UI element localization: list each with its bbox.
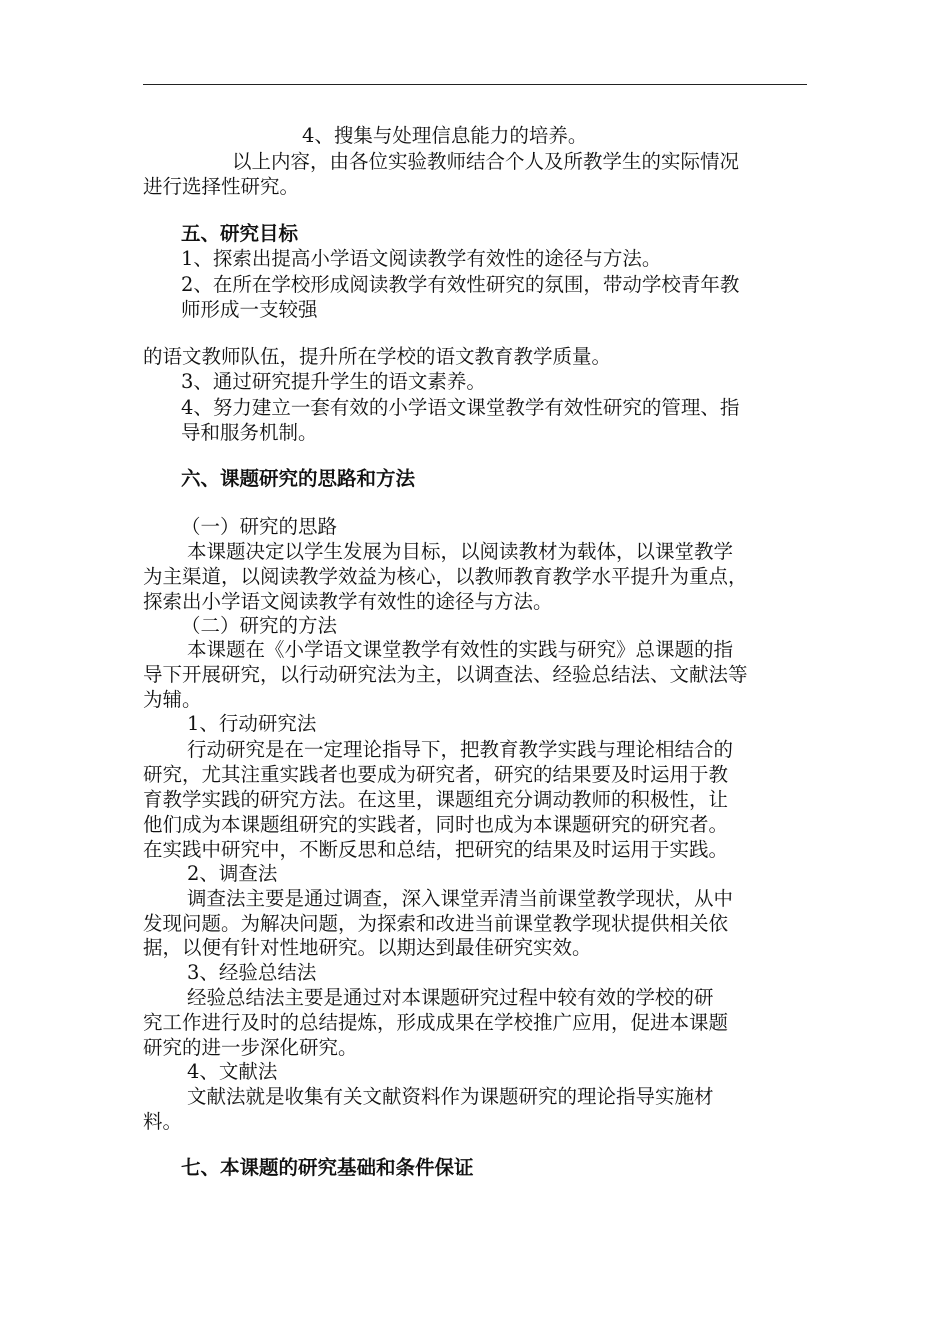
text-line: 本课题在《小学语文课堂教学有效性的实践与研究》总课题的指 xyxy=(187,638,734,661)
text-line: （一）研究的思路 xyxy=(181,515,338,538)
text-line: 调查法主要是通过调查，深入课堂弄清当前课堂教学现状，从中 xyxy=(187,887,734,910)
text-line: 1、探索出提高小学语文阅读教学有效性的途径与方法。 xyxy=(181,247,662,270)
section-heading: 六、课题研究的思路和方法 xyxy=(181,467,416,490)
text-line: 2、调查法 xyxy=(187,862,278,885)
section-heading: 五、研究目标 xyxy=(181,222,299,245)
text-line: 3、经验总结法 xyxy=(187,961,317,984)
text-line: 本课题决定以学生发展为目标，以阅读教材为载体，以课堂教学 xyxy=(187,540,734,563)
text-line: 行动研究是在一定理论指导下，把教育教学实践与理论相结合的 xyxy=(187,738,734,761)
text-line: 发现问题。为解决问题，为探索和改进当前课堂教学现状提供相关依 xyxy=(143,912,729,935)
text-line: 文献法就是收集有关文献资料作为课题研究的理论指导实施材 xyxy=(187,1085,714,1108)
text-line: 以上内容，由各位实验教师结合个人及所教学生的实际情况 xyxy=(232,150,740,173)
text-line: 师形成一支较强 xyxy=(181,298,318,321)
text-line: 据，以便有针对性地研究。以期达到最佳研究实效。 xyxy=(143,936,592,959)
text-line: 育教学实践的研究方法。在这里，课题组充分调动教师的积极性，让 xyxy=(143,788,729,811)
header-rule xyxy=(143,84,807,85)
text-line: 为主渠道，以阅读教学效益为核心，以教师教育教学水平提升为重点， xyxy=(143,565,748,588)
text-line: 4、努力建立一套有效的小学语文课堂教学有效性研究的管理、指 xyxy=(181,396,740,419)
text-line: 4、文献法 xyxy=(187,1060,278,1083)
text-line: 1、行动研究法 xyxy=(187,712,317,735)
section-heading: 七、本课题的研究基础和条件保证 xyxy=(181,1156,474,1179)
text-line: 导和服务机制。 xyxy=(181,421,318,444)
text-line: 探索出小学语文阅读教学有效性的途径与方法。 xyxy=(143,590,553,613)
text-line: 2、在所在学校形成阅读教学有效性研究的氛围，带动学校青年教 xyxy=(181,273,740,296)
text-line: 为辅。 xyxy=(143,688,202,711)
text-line: 研究的进一步深化研究。 xyxy=(143,1036,358,1059)
text-line: 他们成为本课题组研究的实践者，同时也成为本课题研究的研究者。 xyxy=(143,813,729,836)
text-line: 导下开展研究，以行动研究法为主，以调查法、经验总结法、文献法等 xyxy=(143,663,748,686)
text-line: （二）研究的方法 xyxy=(181,614,338,637)
text-line: 进行选择性研究。 xyxy=(143,175,300,198)
text-line: 经验总结法主要是通过对本课题研究过程中较有效的学校的研 xyxy=(187,986,714,1009)
text-line: 4、搜集与处理信息能力的培养。 xyxy=(302,124,588,147)
text-line: 3、通过研究提升学生的语文素养。 xyxy=(181,370,486,393)
text-line: 的语文教师队伍，提升所在学校的语文教育教学质量。 xyxy=(143,345,612,368)
text-line: 研究，尤其注重实践者也要成为研究者，研究的结果要及时运用于教 xyxy=(143,763,729,786)
text-line: 料。 xyxy=(143,1110,183,1133)
text-line: 在实践中研究中，不断反思和总结，把研究的结果及时运用于实践。 xyxy=(143,838,729,861)
text-line: 究工作进行及时的总结提炼，形成成果在学校推广应用，促进本课题 xyxy=(143,1011,729,1034)
